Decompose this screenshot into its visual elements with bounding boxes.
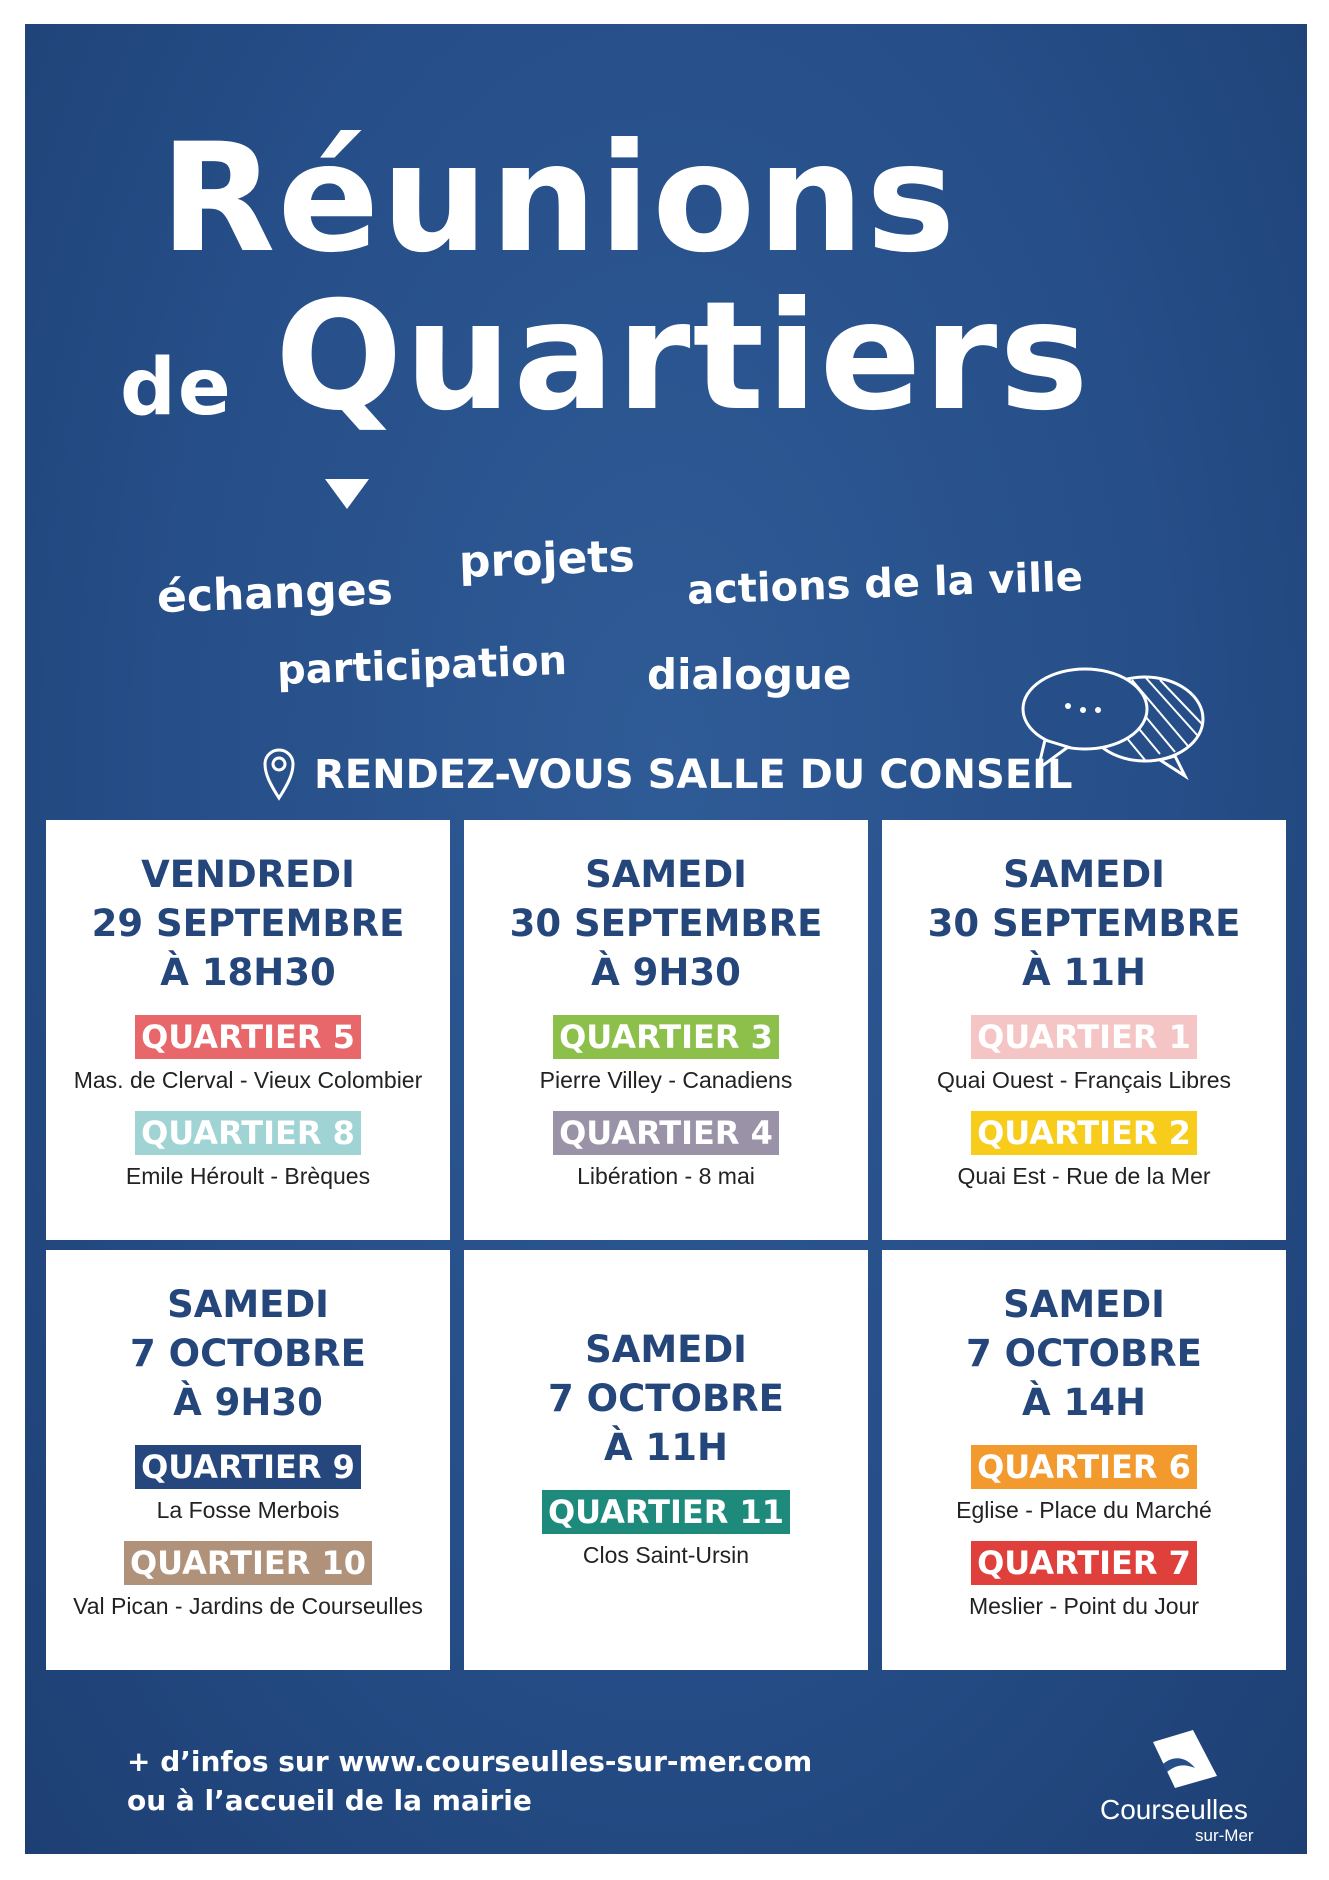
title-line-1: Réunions	[160, 112, 958, 286]
title-line-2-quartiers: Quartiers	[275, 270, 1091, 444]
quarter-badge: QUARTIER 2	[971, 1111, 1197, 1155]
meeting-card	[882, 1250, 1286, 1670]
quarter-badge: QUARTIER 7	[971, 1541, 1197, 1585]
meeting-card	[46, 820, 450, 1240]
footer-line-website: + d’infos sur www.courseulles-sur-mer.com	[127, 1745, 813, 1778]
tag-projets: projets	[458, 530, 636, 589]
meeting-card	[464, 1250, 868, 1670]
quarter-description: Mas. de Clerval - Vieux Colombier	[73, 1067, 423, 1093]
footer-line-mairie: ou à l’accueil de la mairie	[127, 1784, 532, 1817]
quarter-badge: QUARTIER 8	[135, 1111, 361, 1155]
quarter-description: Eglise - Place du Marché	[956, 1497, 1212, 1523]
quarter-badge: QUARTIER 5	[135, 1015, 361, 1059]
tag-dialogue: dialogue	[647, 650, 852, 699]
quarter-badge: QUARTIER 4	[553, 1111, 779, 1155]
quarter-description: Quai Est - Rue de la Mer	[957, 1163, 1211, 1189]
quarter-description: Val Pican - Jardins de Courseulles	[73, 1593, 423, 1619]
poster	[25, 24, 1307, 1854]
quarter-description: Meslier - Point du Jour	[968, 1593, 1200, 1619]
footer-info	[127, 1742, 812, 1820]
quarter-description: Quai Ouest - Français Libres	[936, 1067, 1231, 1093]
title-line-2-de: de	[120, 343, 233, 433]
tag-participation: participation	[276, 637, 568, 695]
quarter-badge: QUARTIER 11	[542, 1490, 790, 1534]
quarter-description: La Fosse Merbois	[156, 1497, 340, 1523]
quarter-description: Pierre Villey - Canadiens	[539, 1067, 793, 1093]
meeting-date: VENDREDI 29 SEPTEMBRE À 18H30	[91, 853, 405, 994]
map-pin-icon	[262, 746, 296, 802]
meeting-date: SAMEDI 30 SEPTEMBRE À 11H	[927, 853, 1241, 994]
quarter-badge: QUARTIER 1	[971, 1015, 1197, 1059]
meeting-date: SAMEDI 7 OCTOBRE À 9H30	[130, 1283, 366, 1424]
logo-subtitle: sur-Mer	[1195, 1826, 1254, 1845]
quarter-description: Clos Saint-Ursin	[582, 1542, 750, 1568]
quarter-badge: QUARTIER 3	[553, 1015, 779, 1059]
quarter-description: Libération - 8 mai	[577, 1163, 755, 1189]
bird-flag-logo-icon	[1145, 1724, 1225, 1794]
meeting-card	[464, 820, 868, 1240]
meeting-date: SAMEDI 7 OCTOBRE À 11H	[548, 1328, 784, 1469]
logo-name: Courseulles	[1100, 1794, 1248, 1825]
meeting-date: SAMEDI 7 OCTOBRE À 14H	[966, 1283, 1202, 1424]
meeting-card	[882, 820, 1286, 1240]
quarter-description: Emile Héroult - Brèques	[125, 1163, 371, 1189]
speech-tail-icon	[325, 479, 369, 509]
meeting-card	[46, 1250, 450, 1670]
tag-echanges: échanges	[156, 563, 394, 624]
quarter-badge: QUARTIER 6	[971, 1445, 1197, 1489]
meeting-date: SAMEDI 30 SEPTEMBRE À 9H30	[509, 853, 823, 994]
tag-actions-de-la-ville: actions de la ville	[686, 554, 1084, 614]
location-text: RENDEZ-VOUS SALLE DU CONSEIL	[314, 752, 1073, 798]
quarter-badge: QUARTIER 10	[124, 1541, 372, 1585]
quarter-badge: QUARTIER 9	[135, 1445, 361, 1489]
